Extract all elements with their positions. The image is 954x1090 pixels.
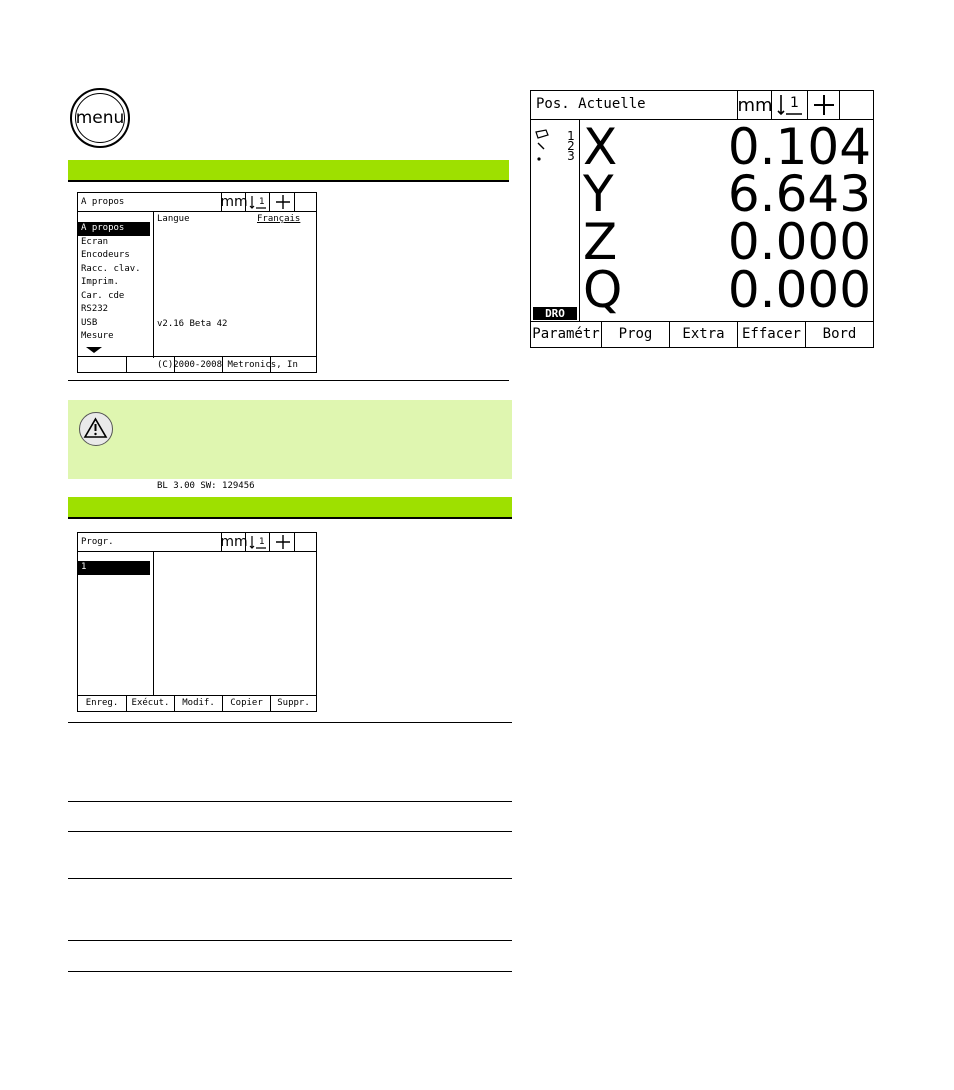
unit-indicator: mm — [220, 534, 248, 550]
program-screen — [77, 532, 317, 712]
datum-icon — [771, 91, 808, 119]
about-title: A propos — [81, 197, 125, 207]
crosshair-icon — [269, 193, 295, 211]
dro-screen — [530, 90, 874, 348]
version-line: BL 3.00 SW: 129456 — [157, 481, 255, 491]
menu-item[interactable]: USB — [81, 317, 98, 328]
program-title: Progr. — [81, 537, 114, 547]
table-rule — [68, 940, 512, 941]
axis-value-q: 0.000 — [727, 261, 871, 319]
crosshair-icon — [269, 533, 295, 551]
softkey-1[interactable] — [78, 356, 126, 372]
axis-value-y: 6.643 — [727, 165, 871, 223]
menu-item[interactable]: Car. cde — [81, 290, 125, 301]
edit-softkey[interactable]: Modif. — [174, 695, 222, 711]
menu-key-icon — [70, 88, 130, 148]
section-header-bar-2 — [68, 497, 512, 519]
menu-item[interactable]: Mesure — [81, 331, 114, 341]
svg-text:1: 1 — [259, 537, 265, 547]
probe-icon — [534, 129, 550, 167]
axis-value-z: 0.000 — [727, 213, 871, 271]
table-rule — [68, 801, 512, 802]
language-label: Langue — [157, 214, 190, 224]
axis-label-q: Q — [583, 261, 623, 319]
softkey-2[interactable] — [126, 356, 174, 372]
section-header-bar-1 — [68, 160, 509, 182]
about-title-bar — [78, 193, 316, 212]
clear-softkey[interactable]: Effacer — [737, 321, 805, 347]
about-screen — [77, 192, 317, 491]
unit-indicator: mm — [737, 91, 772, 119]
menu-item[interactable]: A propos — [78, 222, 150, 236]
datum-icon — [245, 533, 270, 551]
warning-icon — [79, 412, 113, 446]
menu-item[interactable]: Imprim. — [81, 277, 119, 287]
menu-key-label: menu — [75, 108, 125, 128]
unit-indicator: mm — [220, 194, 248, 210]
axis-label-y: Y — [583, 165, 614, 223]
table-rule — [68, 722, 512, 723]
divider-line — [68, 380, 509, 381]
table-rule — [68, 831, 512, 832]
language-value[interactable]: Français — [257, 214, 301, 224]
edge-softkey[interactable]: Bord — [805, 321, 873, 347]
scroll-down-arrow-icon[interactable] — [86, 346, 102, 356]
dro-left-divider — [579, 119, 580, 321]
crosshair-icon — [807, 91, 840, 119]
svg-text:1: 1 — [259, 197, 265, 207]
about-divider — [153, 211, 154, 358]
delete-softkey[interactable]: Suppr. — [270, 695, 316, 711]
warning-note-box — [68, 400, 512, 479]
program-divider — [153, 551, 154, 696]
axis-label-z: Z — [583, 213, 618, 271]
softkey-4[interactable] — [222, 356, 270, 372]
dro-title: Pos. Actuelle — [536, 96, 646, 112]
datum-icon — [245, 193, 270, 211]
menu-item[interactable]: Ecran — [81, 236, 109, 247]
run-softkey[interactable]: Exécut. — [126, 695, 174, 711]
table-rule — [68, 878, 512, 879]
program-item[interactable]: 1 — [78, 561, 150, 575]
blank-icon-slot — [294, 533, 318, 551]
blank-icon-slot — [839, 91, 874, 119]
axis-label-x: X — [583, 118, 618, 176]
program-list[interactable] — [78, 561, 153, 575]
save-softkey[interactable]: Enreg. — [78, 695, 126, 711]
version-line: v2.16 Beta 42 — [157, 319, 228, 329]
measure-digits: 1 2 3 — [567, 129, 575, 163]
menu-item[interactable]: RS232 — [81, 304, 109, 314]
about-menu-list[interactable] — [78, 222, 153, 344]
copy-softkey[interactable]: Copier — [222, 695, 270, 711]
version-line: (C)2000-2008 Metronics, In — [157, 359, 298, 370]
table-rule — [68, 971, 512, 972]
blank-icon-slot — [294, 193, 318, 211]
prog-softkey[interactable]: Prog — [601, 321, 669, 347]
menu-item[interactable]: Racc. clav. — [81, 263, 141, 274]
program-title-bar — [78, 533, 316, 552]
svg-text:1: 1 — [790, 95, 799, 111]
softkey-3[interactable] — [174, 356, 222, 372]
dro-badge: DRO — [533, 307, 577, 320]
dro-title-bar — [531, 91, 873, 120]
menu-item[interactable]: Encodeurs — [81, 250, 130, 260]
extra-softkey[interactable]: Extra — [669, 321, 737, 347]
softkey-5[interactable] — [270, 356, 316, 372]
axis-value-x: 0.104 — [727, 118, 871, 176]
params-softkey[interactable]: Paramétr — [531, 321, 601, 347]
